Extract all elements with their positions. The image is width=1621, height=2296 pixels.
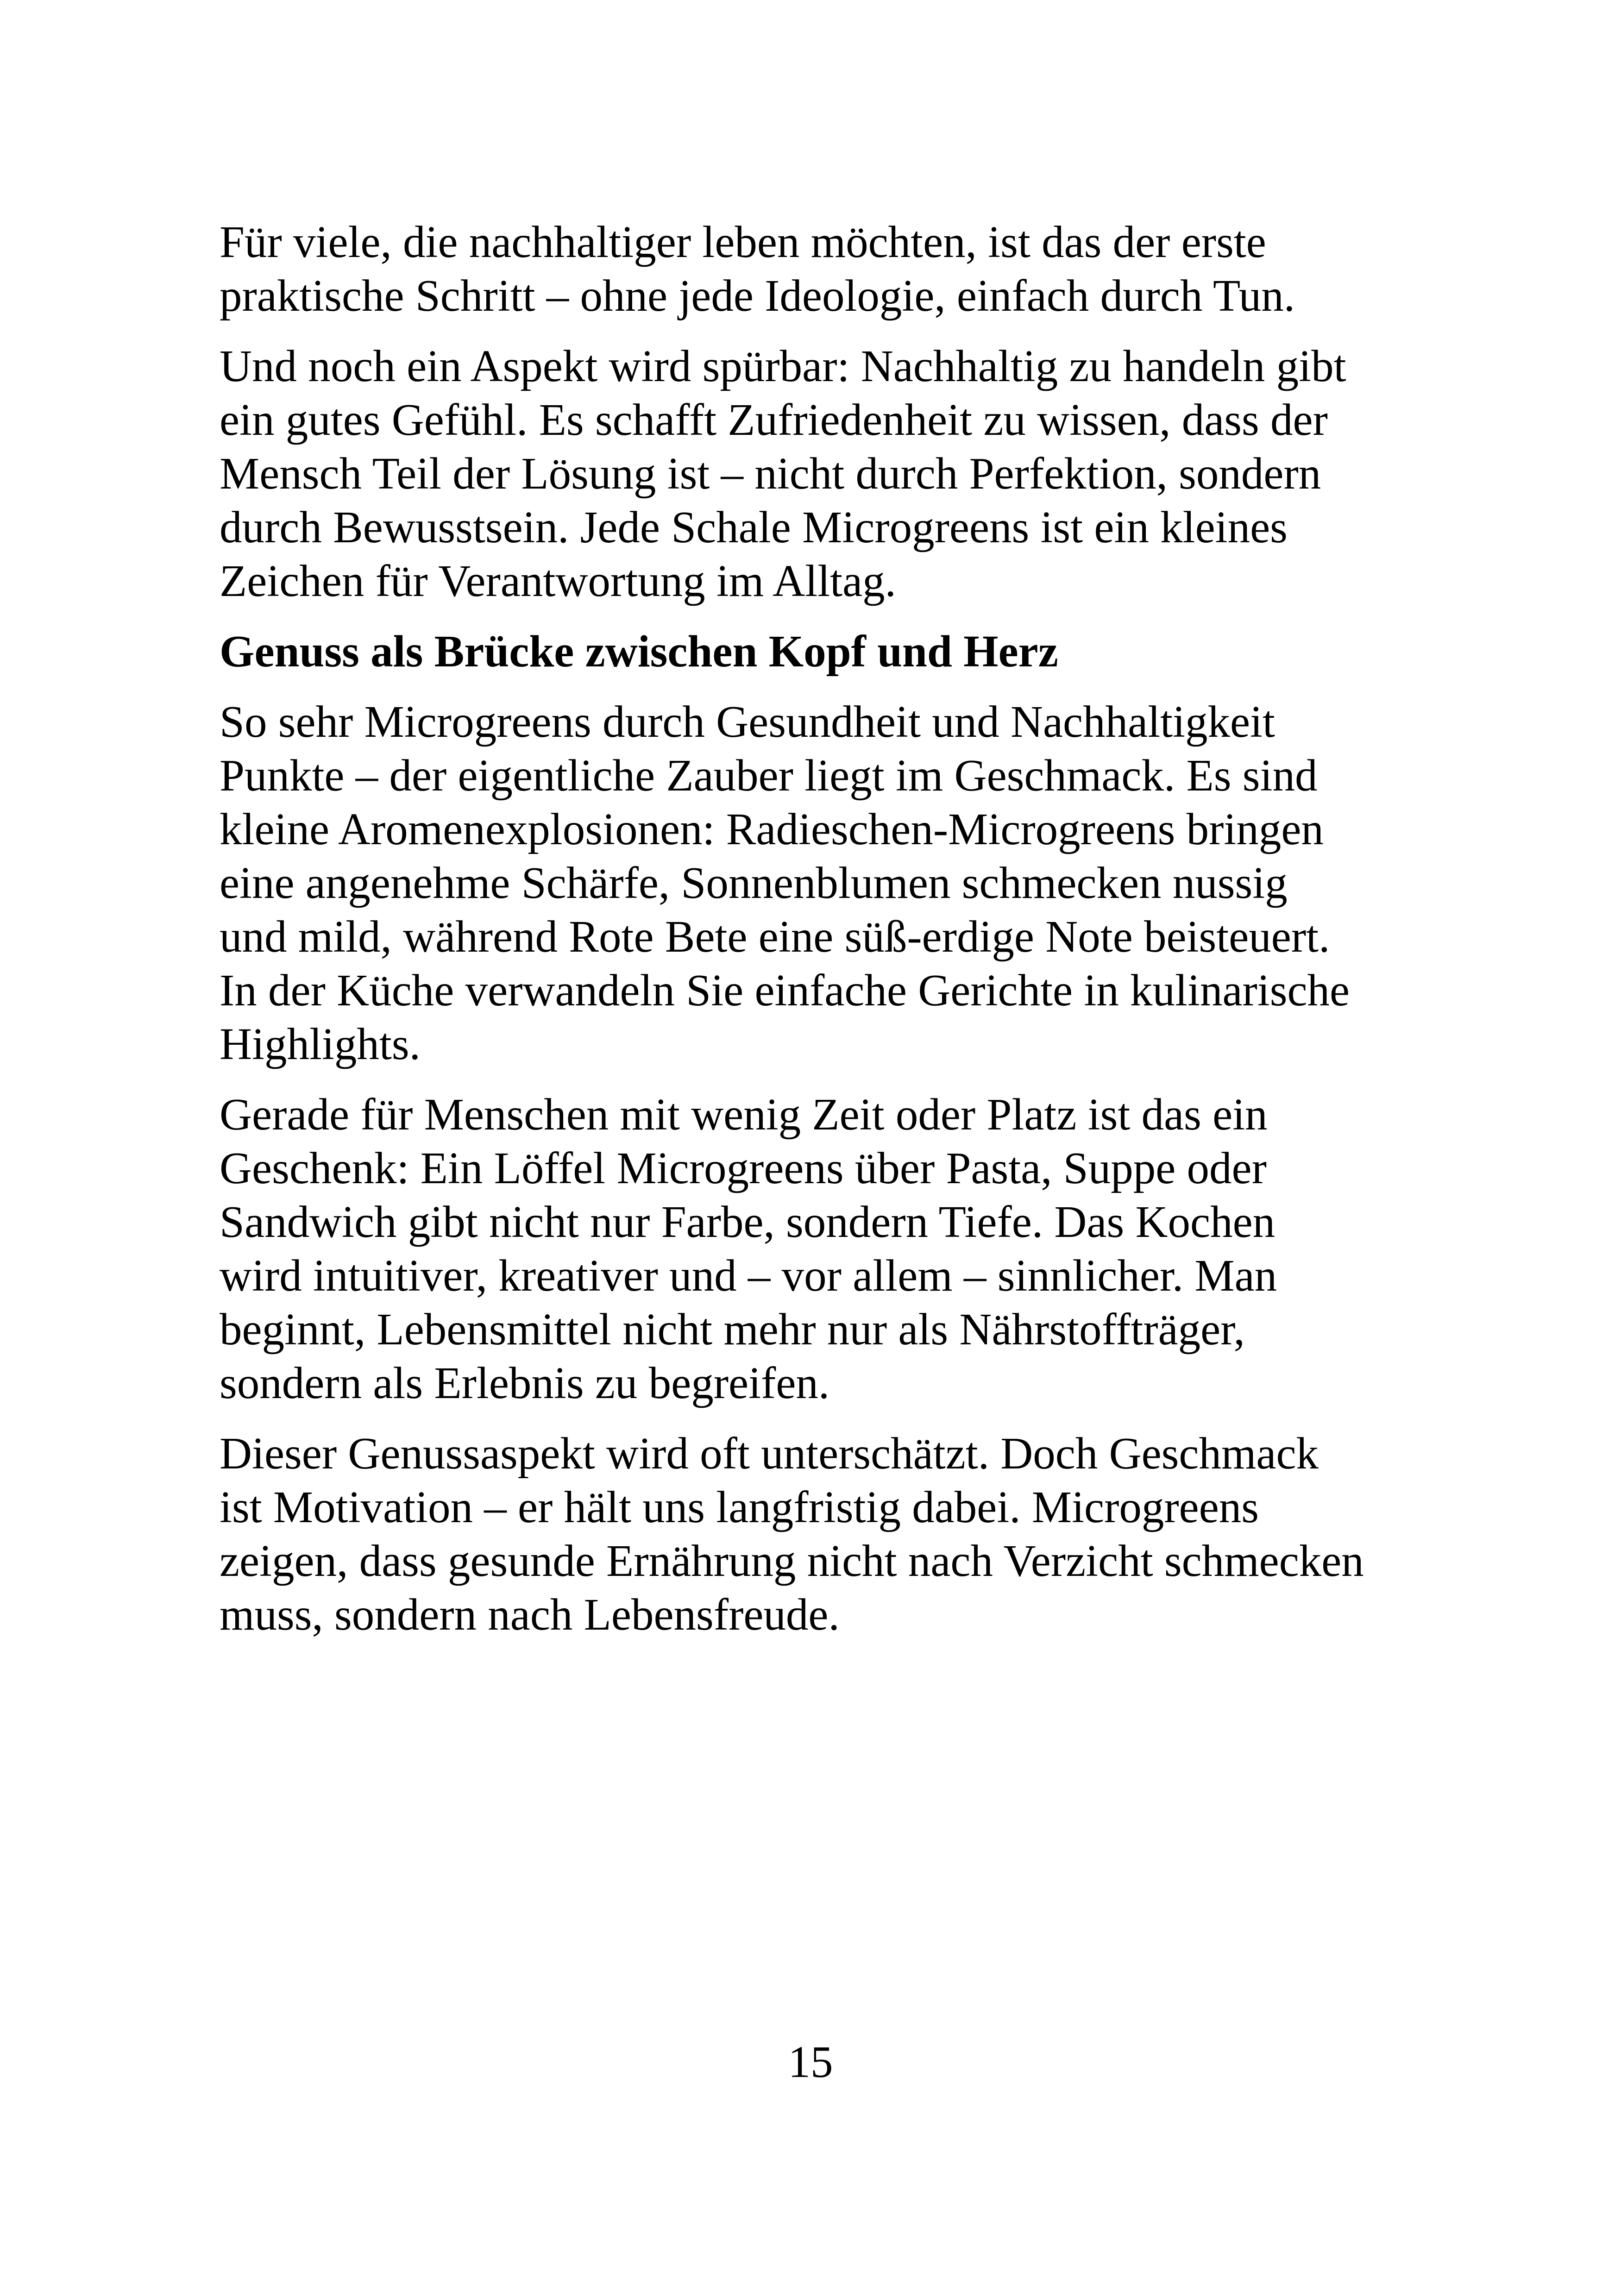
text-line: Sandwich gibt nicht nur Farbe, sondern Tiefe. Das Kochen (220, 1197, 1275, 1247)
paragraph (220, 339, 1424, 608)
text-line: Highlights. (220, 1019, 421, 1069)
text-line: Für viele, die nachhaltiger leben möchten, ist das der erste (220, 217, 1266, 267)
text-line: ein gutes Gefühl. Es schafft Zufriedenheit zu wissen, dass der (220, 395, 1328, 445)
text-line: Und noch ein Aspekt wird spürbar: Nachhaltig zu handeln gibt (220, 341, 1346, 391)
text-line: Zeichen für Verantwortung im Alltag. (220, 556, 896, 606)
text-line: eine angenehme Schärfe, Sonnenblumen schmecken nussig (220, 858, 1288, 908)
text-line: Gerade für Menschen mit wenig Zeit oder Platz ist das ein (220, 1090, 1268, 1139)
text-line: Geschenk: Ein Löffel Microgreens über Pasta, Suppe oder (220, 1143, 1267, 1193)
text-line: beginnt, Lebensmittel nicht mehr nur als Nährstoffträger, (220, 1305, 1245, 1354)
page-number: 15 (788, 2037, 833, 2087)
text-line: ist Motivation – er hält uns langfristig dabei. Microgreens (220, 1482, 1259, 1532)
paragraph (220, 215, 1424, 323)
text-line: durch Bewusstsein. Jede Schale Microgreens ist ein kleines (220, 502, 1288, 552)
body-text (220, 215, 1424, 1658)
text-line: sondern als Erlebnis zu begreifen. (220, 1358, 830, 1408)
paragraph (220, 1427, 1424, 1642)
paragraph (220, 1088, 1424, 1410)
text-line: Mensch Teil der Lösung ist – nicht durch Perfektion, sondern (220, 449, 1321, 498)
text-line: In der Küche verwandeln Sie einfache Gerichte in kulinarische (220, 966, 1350, 1015)
section-heading: Genuss als Brücke zwischen Kopf und Herz (220, 627, 1058, 676)
text-line: Dieser Genussaspekt wird oft unterschätzt. Doch Geschmack (220, 1429, 1319, 1478)
text-line: Punkte – der eigentliche Zauber liegt im Geschmack. Es sind (220, 751, 1318, 800)
text-line: wird intuitiver, kreativer und – vor allem – sinnlicher. Man (220, 1251, 1277, 1300)
text-line: So sehr Microgreens durch Gesundheit und Nachhaltigkeit (220, 697, 1275, 747)
text-line: zeigen, dass gesunde Ernährung nicht nach Verzicht schmecken (220, 1536, 1364, 1586)
paragraph (220, 695, 1424, 1071)
text-line: und mild, während Rote Bete eine süß-erdige Note beisteuert. (220, 912, 1330, 961)
text-line: muss, sondern nach Lebensfreude. (220, 1590, 840, 1639)
text-line: praktische Schritt – ohne jede Ideologie, einfach durch Tun. (220, 271, 1295, 320)
text-line: kleine Aromenexplosionen: Radieschen-Microgreens bringen (220, 804, 1324, 854)
